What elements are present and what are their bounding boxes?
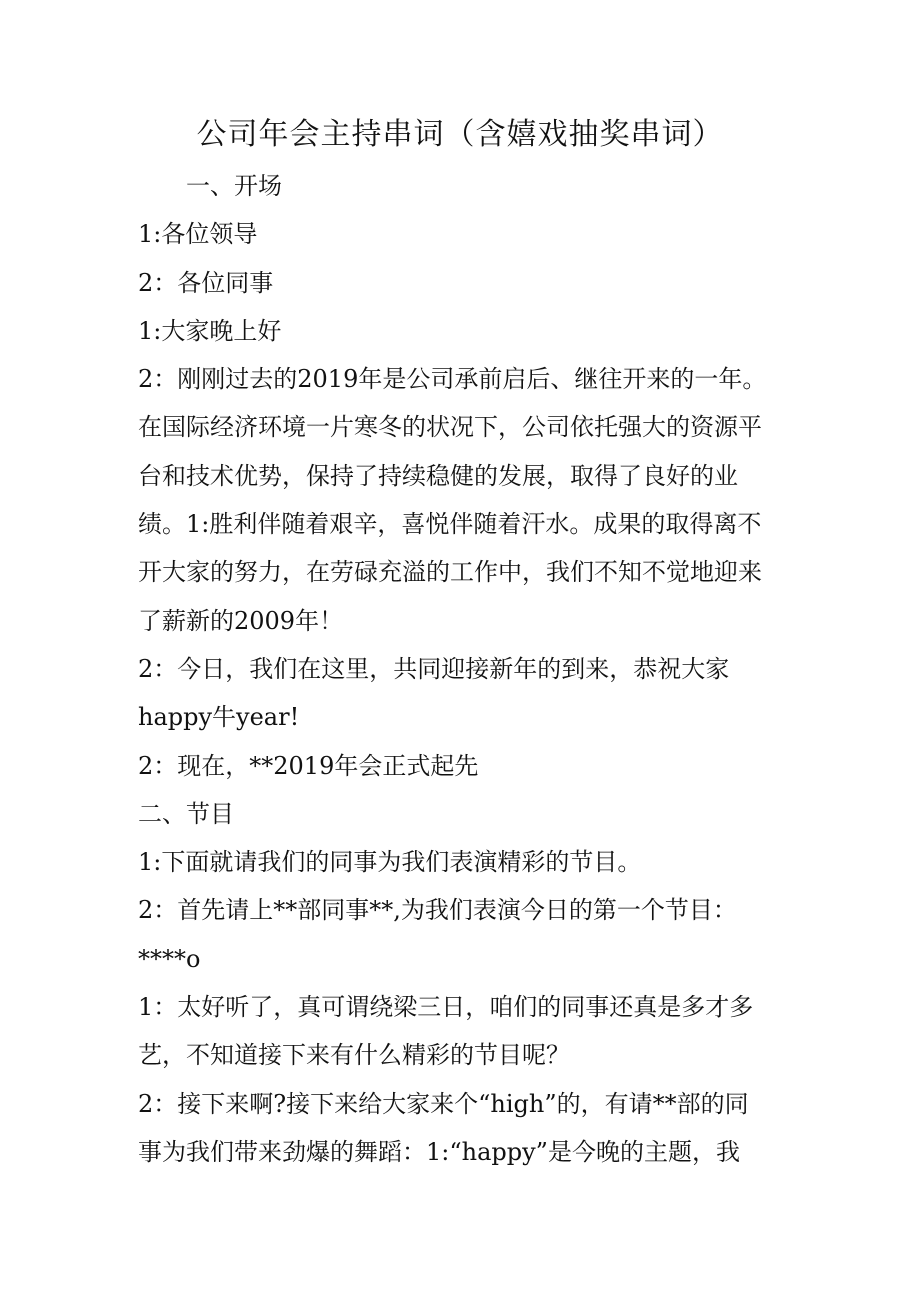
text-line: 1：太好听了，真可谓绕梁三日，咱们的同事还真是多才多 xyxy=(138,993,754,1022)
text-line: 1:各位领导 xyxy=(138,220,258,249)
text-line: ****o xyxy=(138,944,201,973)
text-line: 1:大家晚上好 xyxy=(138,316,282,345)
text-line: 1:下面就请我们的同事为我们表演精彩的节目。 xyxy=(138,848,642,877)
text-line: 2：各位同事 xyxy=(138,268,274,297)
text-line: 二、节目 xyxy=(138,799,234,828)
text-line: 2：今日，我们在这里，共同迎接新年的到来，恭祝大家 xyxy=(138,654,730,683)
text-line: 2：接下来啊?接下来给大家来个“high”的，有请**部的同 xyxy=(138,1089,749,1118)
text-line: 开大家的努力，在劳碌充溢的工作中，我们不知不觉地迎来 xyxy=(138,558,762,587)
text-line: happy牛year! xyxy=(138,703,300,732)
text-line: 了薪新的2009年！ xyxy=(138,606,344,635)
text-line: 艺，不知道接下来有什么精彩的节目呢？ xyxy=(138,1041,570,1070)
text-line: 台和技术优势，保持了持续稳健的发展，取得了良好的业 xyxy=(138,461,738,490)
text-line: 2：刚刚过去的2019年是公司承前启后、继往开来的一年。 xyxy=(138,365,767,394)
text-line: 2：现在，**2019年会正式起先 xyxy=(138,751,479,780)
text-line: 事为我们带来劲爆的舞蹈：1:“happy”是今晚的主题，我 xyxy=(138,1137,740,1166)
text-line: 绩。1:胜利伴随着艰辛，喜悦伴随着汗水。成果的取得离不 xyxy=(138,510,762,539)
text-line: 在国际经济环境一片寒冬的状况下，公司依托强大的资源平 xyxy=(138,413,762,442)
text-line: 2：首先请上**部同事**,为我们表演今日的第一个节目： xyxy=(138,896,737,925)
document-title: 公司年会主持串词（含嬉戏抽奖串词） xyxy=(196,117,724,152)
text-line: 一、开场 xyxy=(186,172,282,200)
document-body xyxy=(138,162,788,1176)
